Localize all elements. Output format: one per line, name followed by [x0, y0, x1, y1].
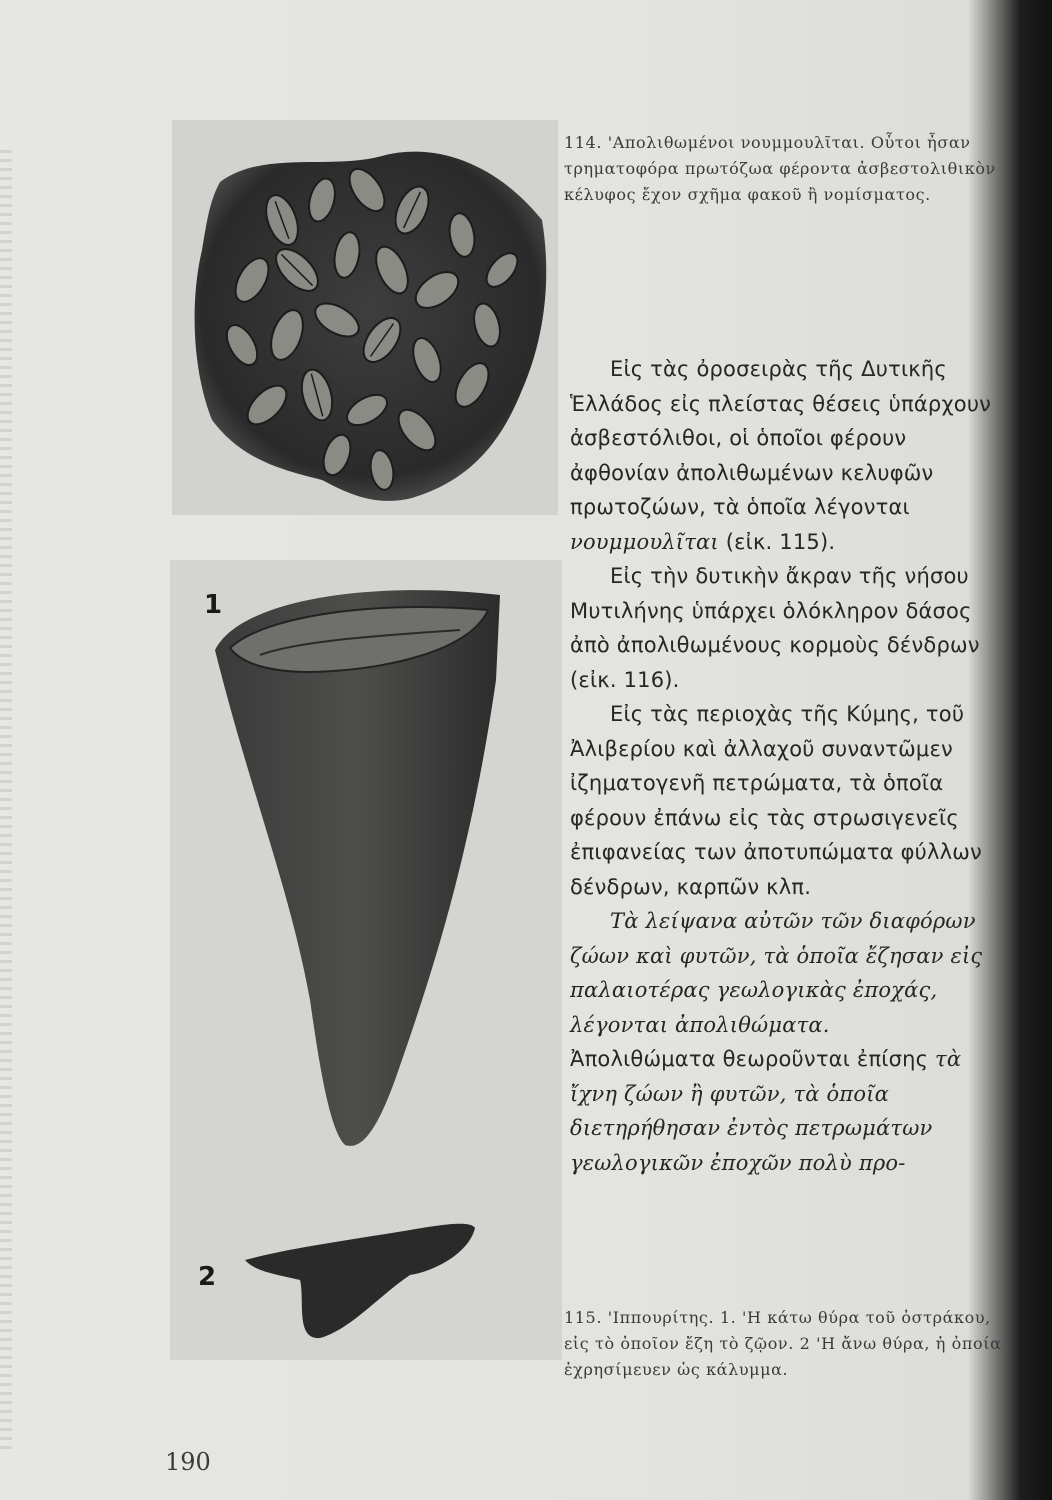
paragraph-4-definition: Τὰ λείψανα αὐτῶν τῶν διαφόρων ζώων καὶ φυτῶν, τὰ ὁποῖα ἔζησαν εἰς παλαιοτέρας γεωλογικὰς ἐποχάς, λέγονται ἀπολιθώματα.: [570, 909, 983, 1037]
figure-115-caption: 115. 'Ιππουρίτης. 1. 'Η κάτω θύρα τοῦ ὀστράκου, εἰς τὸ ὁποῖον ἔζη τὸ ζῷον. 2 'Η ἄνω θύρα, ἡ ὁποία ἐχρησίμευεν ὡς κάλυμμα.: [564, 1308, 1002, 1379]
hippurites-shell-image: [170, 560, 562, 1360]
paragraph-1-end: (εἰκ. 115).: [718, 529, 836, 554]
figure-label-1: 1: [204, 590, 223, 620]
figure-114-caption: 114. 'Απολιθωμένοι νουμμουλῖται. Οὗτοι ἦσαν τρηματοφόρα πρωτόζωα φέροντα ἀσβεστολιθικὸν κέλυφος ἔχον σχῆμα φακοῦ ἢ νομίσματος.: [564, 133, 996, 204]
paragraph-1: [570, 352, 1000, 559]
paragraph-5-text: Ἀπολιθώματα θεωροῦνται ἐπίσης: [570, 1047, 936, 1071]
paragraph-2: Εἰς τὴν δυτικὴν ἄκραν τῆς νήσου Μυτιλήνης ὑπάρχει ὁλόκληρον δάσος ἀπὸ ἀπολιθωμένους κορμοὺς δένδρων (εἰκ. 116).: [570, 564, 980, 692]
page-number: 190: [165, 1448, 211, 1476]
paragraph-3: Εἰς τὰς περιοχὰς τῆς Κύμης, τοῦ Ἀλιβερίου καὶ ἀλλαχοῦ συναντῶμεν ἰζηματογενῆ πετρώματα, τὰ ὁποῖα φέρουν ἐπάνω εἰς τὰς στρωσιγενεῖς ἐπιφανείας των ἀποτυπώματα φύλλων δένδρων, καρπῶν κλπ.: [570, 702, 982, 899]
paragraph-1-text: Εἰς τὰς ὀροσειρὰς τῆς Δυτικῆς Ἑλλάδος εἰς πλείστας θέσεις ὑπάρχουν ἀσβεστόλιθοι, οἱ ὁποῖοι φέρουν ἀφθονίαν ἀπολιθωμένων κελυφῶν πρωτοζώων, τὰ ὁποῖα λέγονται: [570, 357, 992, 519]
nummulite-rock-image: [172, 120, 558, 515]
paragraph-5-italic: τὰ ἴχνη ζώων ἢ φυτῶν, τὰ ὁποῖα διετηρήθησαν ἐντὸς πετρωμάτων γεωλογικῶν ἐποχῶν πολὺ προ-: [570, 1047, 962, 1175]
page-edge-shadow: [0, 150, 12, 1450]
term-nummulites: νουμμουλῖται: [570, 529, 719, 554]
main-body-text: [570, 352, 1000, 1180]
hippurites-photo: [170, 560, 562, 1360]
paragraph-5: [570, 1042, 1000, 1180]
nummulite-photo: [172, 120, 558, 515]
figure-label-2: 2: [198, 1262, 217, 1292]
